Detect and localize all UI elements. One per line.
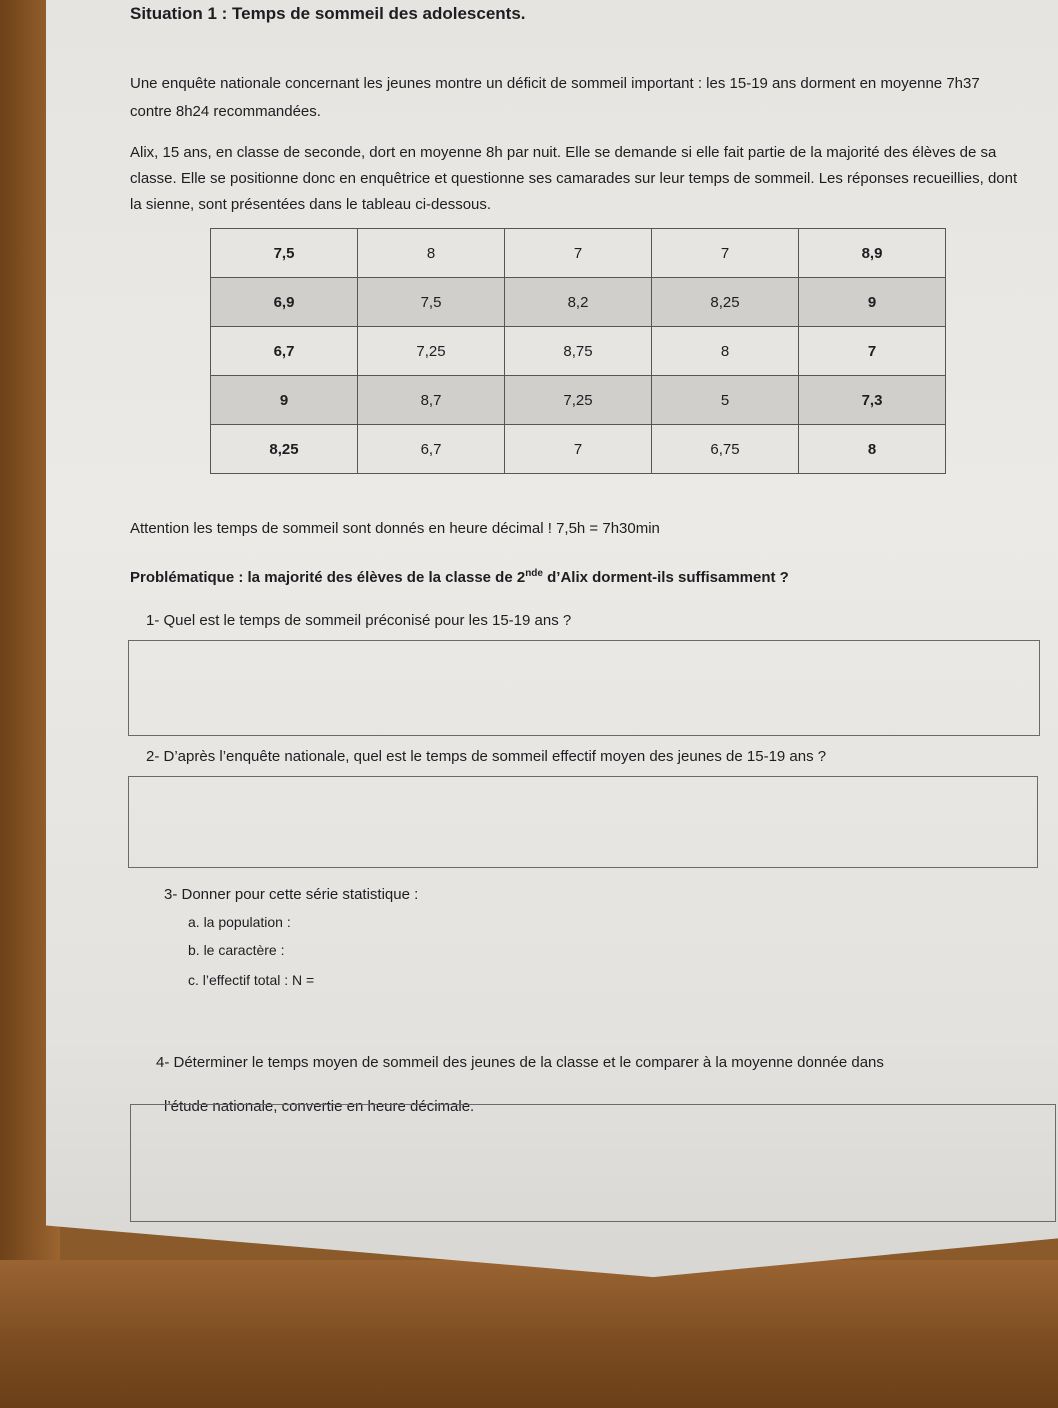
table-cell: 8,25 [211, 425, 358, 474]
table-cell: 7,25 [505, 376, 652, 425]
question-2: 2- D’après l’enquête nationale, quel est le temps de sommeil effectif moyen des jeunes de 15-19 ans ? [146, 748, 827, 765]
question-3c: c. l’effectif total : N = [188, 972, 315, 988]
problematique-text: Problématique : la majorité des élèves de la classe de 2 [130, 569, 526, 586]
sleep-data-table [210, 228, 946, 474]
question-3b: b. le caractère : [188, 942, 285, 958]
decimal-hours-note: Attention les temps de sommeil sont donnés en heure décimal ! 7,5h = 7h30min [130, 520, 660, 537]
table-row [211, 278, 946, 327]
table-cell: 9 [211, 376, 358, 425]
desk-background-bottom [0, 1260, 1058, 1408]
answer-box-2[interactable] [128, 776, 1038, 868]
intro-paragraph: Une enquête nationale concernant les jeunes montre un déficit de sommeil important : les 15-19 ans dorment en moyenne 7h37 contre 8h24 recommandées. [130, 75, 980, 120]
table-cell: 7 [505, 229, 652, 278]
table-cell: 7,25 [358, 327, 505, 376]
answer-box-4[interactable] [130, 1104, 1056, 1222]
table-cell: 8 [799, 425, 946, 474]
table-row [211, 327, 946, 376]
table-cell: 6,7 [211, 327, 358, 376]
answer-box-1[interactable] [128, 640, 1040, 736]
table-cell: 7 [652, 229, 799, 278]
question-4: 4- Déterminer le temps moyen de sommeil des jeunes de la classe et le comparer à la moyenne donnée dans [156, 1054, 884, 1071]
table-cell: 5 [652, 376, 799, 425]
table-cell: 8,25 [652, 278, 799, 327]
table-cell: 6,75 [652, 425, 799, 474]
table-cell: 9 [799, 278, 946, 327]
question-3a: a. la population : [188, 914, 291, 930]
table-cell: 7,3 [799, 376, 946, 425]
problematique-sup: nde [525, 568, 543, 579]
question-1: 1- Quel est le temps de sommeil préconisé pour les 15-19 ans ? [146, 612, 572, 629]
table-cell: 7,5 [211, 229, 358, 278]
table-cell: 8 [652, 327, 799, 376]
question-4-continued: l’étude nationale, convertie en heure décimale. [164, 1098, 475, 1115]
table-cell: 8,2 [505, 278, 652, 327]
table-cell: 7 [505, 425, 652, 474]
table-cell: 7,5 [358, 278, 505, 327]
table-cell: 6,9 [211, 278, 358, 327]
table-cell: 8,7 [358, 376, 505, 425]
table-row [211, 425, 946, 474]
table-row [211, 376, 946, 425]
question-3: 3- Donner pour cette série statistique : [164, 886, 419, 903]
page-title: Situation 1 : Temps de sommeil des adolescents. [130, 4, 526, 23]
table-cell: 6,7 [358, 425, 505, 474]
table-cell: 7 [799, 327, 946, 376]
problematique [130, 568, 789, 586]
table-cell: 8 [358, 229, 505, 278]
problematique-text-end: d’Alix dorment-ils suffisamment ? [542, 569, 789, 586]
table-cell: 8,75 [505, 327, 652, 376]
context-paragraph: Alix, 15 ans, en classe de seconde, dort en moyenne 8h par nuit. Elle se demande si elle fait partie de la majorité des élèves de sa classe. Elle se positionne donc en enquêtrice et questionne ses camarades sur leur temps de sommeil. Les réponses recueillies, dont la sienne, sont présentées dans le tableau ci-dessous. [130, 144, 1018, 213]
table-cell: 8,9 [799, 229, 946, 278]
table-row [211, 229, 946, 278]
